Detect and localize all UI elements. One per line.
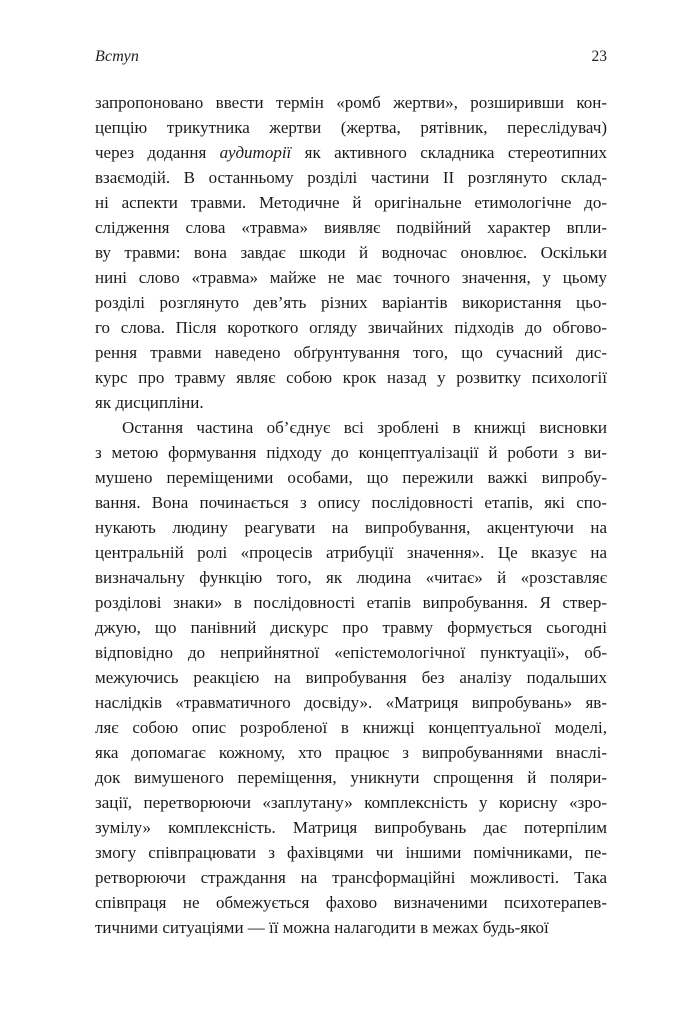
text-segment: зації, перетворюючи «заплутану» комплексність у корисну «зро- — [95, 793, 607, 812]
text-segment: го слова. Після короткого огляду звичайних підходів до обгово- — [95, 318, 607, 337]
text-segment: визначальну функцію того, як людина «читає» й «розставляє — [95, 568, 607, 587]
text-segment: слідження слова «травма» виявляє подвійний характер впли- — [95, 218, 607, 237]
text-line — [95, 590, 607, 615]
chapter-title: Вступ — [95, 48, 140, 65]
text-line — [95, 490, 607, 515]
text-segment: джую, що панівний дискурс про травму формується сьогодні — [95, 618, 607, 637]
text-segment: нині слово «травма» майже не має точного значення, у цьому — [95, 268, 607, 287]
text-line — [95, 340, 607, 365]
text-segment: відповідно до неприйнятної «епістемологічної пунктуації», об- — [95, 643, 607, 662]
text-line — [95, 365, 607, 390]
text-line — [95, 315, 607, 340]
text-segment: як дисципліни. — [95, 393, 204, 412]
text-line — [95, 240, 607, 265]
text-line — [95, 640, 607, 665]
text-segment: ву травми: вона завдає шкоди й водночас оновлює. Оскільки — [95, 243, 607, 262]
text-line — [95, 915, 607, 940]
page-number: 23 — [591, 48, 607, 65]
text-line — [95, 765, 607, 790]
text-segment: з метою формування підходу до концептуалізації й роботи з ви- — [95, 443, 607, 462]
body-text — [95, 90, 607, 940]
text-line — [95, 790, 607, 815]
text-segment: зумілу» комплексність. Матриця випробувань дає потерпілим — [95, 818, 607, 837]
text-line — [95, 415, 607, 440]
text-line — [95, 190, 607, 215]
text-segment: вання. Вона починається з опису послідовності етапів, які спо- — [95, 493, 607, 512]
text-segment: яка допомагає кожному, хто працює з випробуваннями внаслі- — [95, 743, 607, 762]
text-line — [95, 565, 607, 590]
text-segment: цепцію трикутника жертви (жертва, рятівник, переслідувач) — [95, 118, 607, 137]
text-segment: співпраця не обмежується фахово визначеними психотерапев- — [95, 893, 607, 912]
text-line — [95, 140, 607, 165]
italic-text: аудиторії — [219, 143, 292, 162]
text-line — [95, 515, 607, 540]
text-segment: змогу співпрацювати з фахівцями чи іншими помічниками, пе- — [95, 843, 607, 862]
text-segment: ні аспекти травми. Методичне й оригінальне етимологічне до- — [95, 193, 607, 212]
text-line — [95, 665, 607, 690]
text-segment: док вимушеного переміщення, уникнути спрощення й поляри- — [95, 768, 607, 787]
text-segment: межуючись реакцією на випробування без аналізу подальших — [95, 668, 607, 687]
text-segment: розділові знаки» в послідовності етапів випробування. Я ствер- — [95, 593, 607, 612]
text-line — [95, 465, 607, 490]
paragraph — [95, 90, 607, 415]
text-line — [95, 615, 607, 640]
paragraph — [95, 415, 607, 940]
text-line — [95, 265, 607, 290]
text-line — [95, 740, 607, 765]
text-segment: наслідків «травматичного досвіду». «Матриця випробувань» яв- — [95, 693, 607, 712]
text-line — [95, 540, 607, 565]
text-line — [95, 815, 607, 840]
text-segment: через додання — [95, 143, 220, 162]
text-segment: тичними ситуаціями — її можна налагодити в межах будь-якої — [95, 918, 549, 937]
text-segment: ляє собою опис розробленої в книжці концептуальної моделі, — [95, 718, 607, 737]
text-line — [95, 115, 607, 140]
text-segment: курс про травму являє собою крок назад у розвитку психології — [95, 368, 607, 387]
text-line — [95, 690, 607, 715]
text-line — [95, 390, 607, 415]
running-header — [95, 48, 607, 66]
text-line — [95, 890, 607, 915]
text-segment: взаємодій. В останньому розділі частини II розглянуто склад- — [95, 168, 607, 187]
text-line — [95, 840, 607, 865]
text-line — [95, 290, 607, 315]
text-segment: запропоновано ввести термін «ромб жертви», розширивши кон- — [95, 93, 607, 112]
text-line — [95, 215, 607, 240]
text-line — [95, 440, 607, 465]
text-segment: нукають людину реагувати на випробування, акцентуючи на — [95, 518, 607, 537]
text-segment: рення травми наведено обґрунтування того, що сучасний дис- — [95, 343, 607, 362]
text-segment: центральній ролі «процесів атрибуції значення». Це вказує на — [95, 543, 607, 562]
text-line — [95, 715, 607, 740]
text-line — [95, 90, 607, 115]
text-segment: Остання частина об’єднує всі зроблені в книжці висновки — [122, 418, 607, 437]
text-line — [95, 165, 607, 190]
text-line — [95, 865, 607, 890]
text-segment: розділі розглянуто дев’ять різних варіантів використання цьо- — [95, 293, 607, 312]
text-segment: як активного складника стереотипних — [291, 143, 607, 162]
text-segment: мушено переміщеними особами, що пережили важкі випробу- — [95, 468, 607, 487]
text-segment: ретворюючи страждання на трансформаційні можливості. Така — [95, 868, 607, 887]
